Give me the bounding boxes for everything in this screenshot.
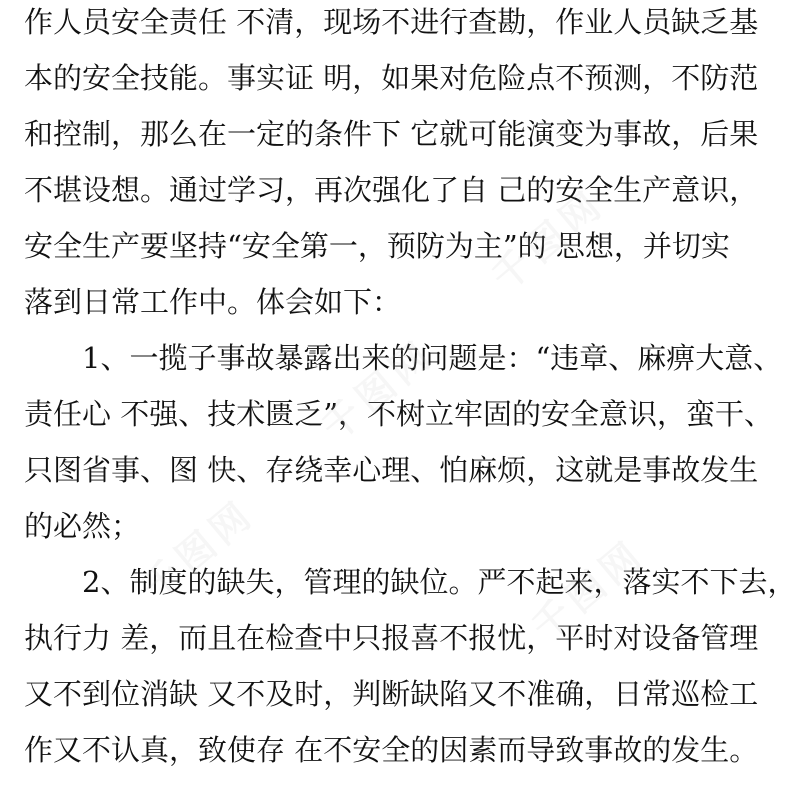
text-line: 又不到位消缺 又不及时，判断缺陷又不准确，日常巡检工: [24, 677, 759, 711]
text-line: 执行力 差，而且在检查中只报喜不报忧，平时对设备管理: [24, 621, 759, 655]
text-line: 作人员安全责任 不清，现场不进行查勘，作业人员缺乏基: [24, 5, 759, 39]
text-line: 本的安全技能。事实证 明，如果对危险点不预测，不防范: [24, 61, 759, 95]
text-line: 安全生产要坚持“安全第一，预防为主”的 思想，并切实: [24, 229, 730, 263]
text-line: 只图省事、图 快、存绕幸心理、怕麻烦，这就是事故发生: [24, 453, 759, 487]
text-line: 1、一揽子事故暴露出来的问题是：“违章、麻痹大意、: [82, 341, 783, 375]
text-line: 不堪设想。通过学习，再次强化了自 己的安全生产意识，: [24, 173, 759, 207]
text-line: 的必然；: [24, 509, 141, 543]
document-body: [24, 0, 797, 778]
text-line: 和控制，那么在一定的条件下 它就可能演变为事故，后果: [24, 117, 759, 151]
watermark: 千图网: [133, 490, 263, 610]
text-line: 2、制度的缺失，管理的缺位。严不起来，落实不下去，: [82, 565, 797, 599]
text-line: 落到日常工作中。体会如下：: [24, 285, 402, 319]
watermark: 千图网: [523, 530, 653, 650]
watermark: 千图网: [483, 180, 613, 300]
text-line: 责任心 不强、技术匮乏”，不树立牢固的安全意识，蛮干、: [24, 397, 774, 431]
watermark: 千图网: [313, 330, 443, 450]
text-line: 作又不认真，致使存 在不安全的因素而导致事故的发生。: [24, 733, 759, 767]
